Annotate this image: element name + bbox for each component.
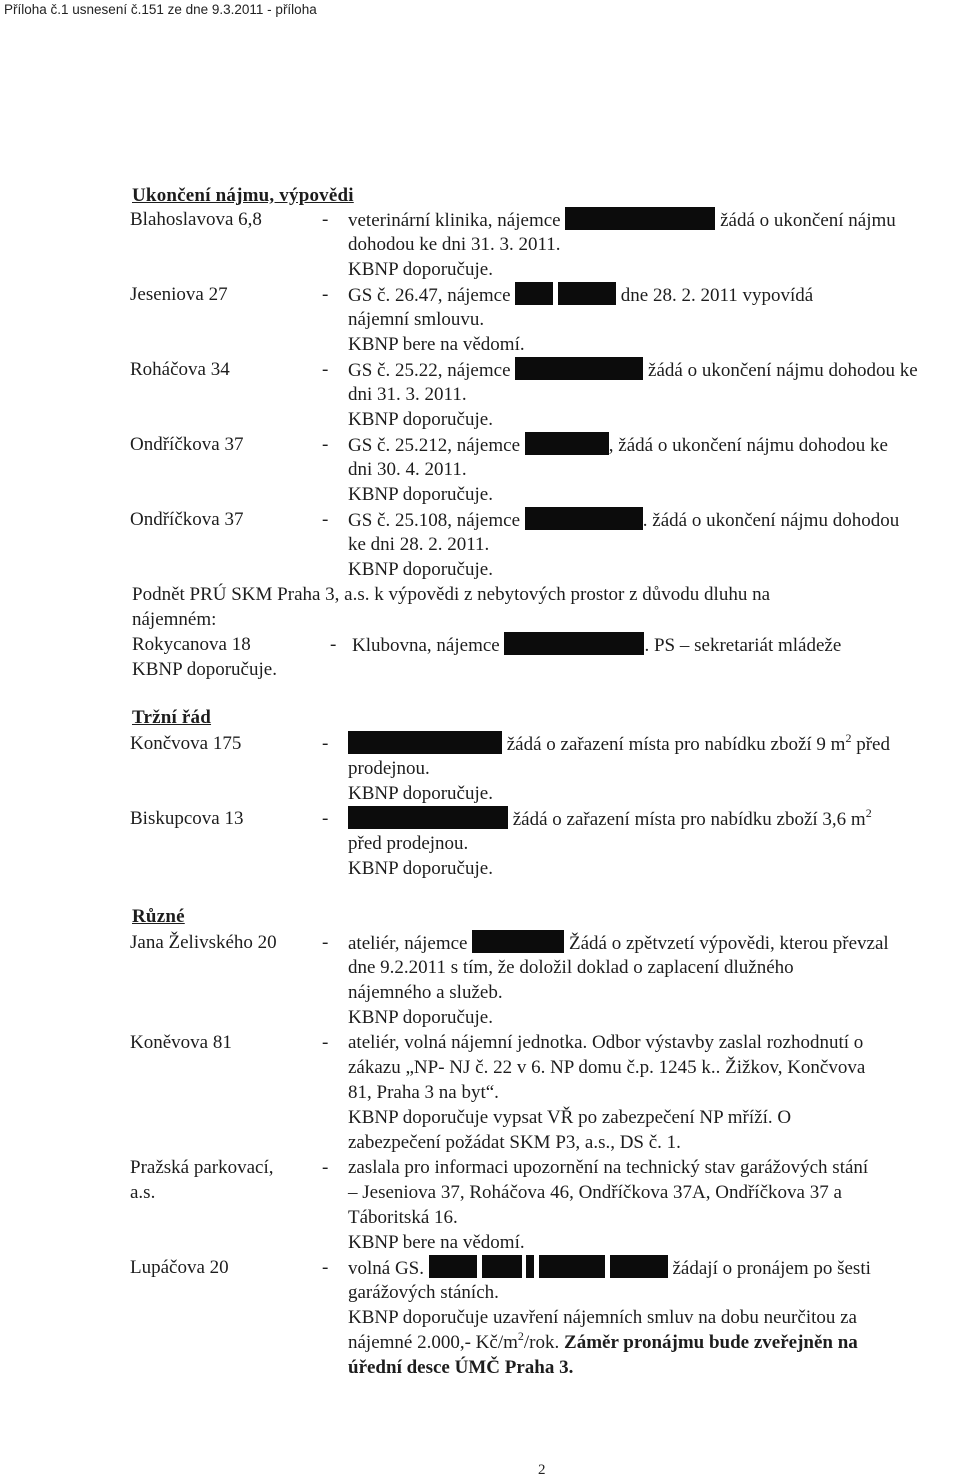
entry-line: GS č. 26.47, nájemce dne 28. 2. 2011 vypovídá [348,282,813,309]
redaction-bar [526,1255,534,1278]
redaction-bar [565,207,715,230]
location-label: Ondříčkova 37 [130,509,244,530]
entry-line: Klubovna, nájemce . PS – sekretariát mládeže [352,632,841,659]
entry-line: KBNP doporučuje. [348,484,493,505]
location-label: Lupáčova 20 [130,1257,229,1278]
entry-line: dne 9.2.2011 s tím, že doložil doklad o zaplacení dlužného [348,957,794,978]
list-dash: - [322,434,329,455]
entry-line: garážových stáních. [348,1282,499,1303]
entry-line: KBNP doporučuje. [348,259,493,280]
entry-line: před prodejnou. [348,833,469,854]
entry-line: ateliér, volná nájemní jednotka. Odbor výstavby zaslal rozhodnutí o [348,1032,864,1053]
redaction-bar [504,632,644,655]
list-dash: - [322,1157,329,1178]
redaction-bar [539,1255,605,1278]
paragraph-line: KBNP doporučuje. [132,659,277,680]
list-dash: - [322,509,329,530]
entry-line: nájemní smlouvu. [348,309,485,330]
entry-line: Táboritská 16. [348,1207,458,1228]
entry-line: žádá o zařazení místa pro nabídku zboží 3,6 $m^2$ [348,806,872,833]
entry-line: úřední desce ÚMČ Praha 3. [348,1357,574,1378]
entry-line: veterinární klinika, nájemce žádá o ukončení nájmu [348,207,896,234]
entry-line: ke dni 28. 2. 2011. [348,534,490,555]
redaction-bar [348,806,508,829]
redaction-bar [610,1255,668,1278]
list-dash: - [322,1257,329,1278]
entry-line: – Jeseniova 37, Roháčova 46, Ondříčkova 37A, Ondříčkova 37 a [348,1182,842,1203]
paragraph-line: Podnět PRÚ SKM Praha 3, a.s. k výpovědi z nebytových prostor z důvodu dluhu na [132,584,771,605]
document-header: Příloha č.1 usnesení č.151 ze dne 9.3.2011 - příloha [4,2,317,17]
entry-line: KBNP doporučuje vypsat VŘ po zabezpečení NP mříží. O [348,1107,792,1128]
entry-line: volná GS. žádají o pronájem po šesti [348,1255,871,1282]
redaction-bar [348,731,502,754]
entry-line: 81, Praha 3 na byt“. [348,1082,499,1103]
redaction-bar [429,1255,477,1278]
entry-line: zákazu „NP- NJ č. 22 v 6. NP domu č.p. 1245 k.. Žižkov, Končvova [348,1057,866,1078]
entry-line: KBNP bere na vědomí. [348,1232,525,1253]
entry-line: ateliér, nájemce Žádá o zpětvzetí výpovědi, kterou převzal [348,930,889,957]
entry-line: KBNP doporučuje. [348,858,493,879]
entry-line: KBNP doporučuje uzavření nájemních smluv na dobu neurčitou za [348,1307,857,1328]
section-heading-miscellaneous: Různé [132,906,185,927]
location-label: Rokycanova 18 [132,634,251,655]
section-heading-market-rules: Tržní řád [132,707,212,728]
page-number: 2 [538,1462,546,1478]
entry-line: zabezpečení požádat SKM P3, a.s., DS č. 1. [348,1132,681,1153]
entry-line: KBNP doporučuje. [348,783,493,804]
entry-line: nájemného a služeb. [348,982,503,1003]
entry-line: prodejnou. [348,758,430,779]
list-dash: - [322,932,329,953]
list-dash: - [322,1032,329,1053]
paragraph-line: nájemném: [132,609,217,630]
location-label: Pražská parkovací, [130,1157,274,1178]
location-label: Končvova 175 [130,733,242,754]
section-heading-termination: Ukončení nájmu, výpovědi [132,185,354,206]
entry-line: GS č. 25.22, nájemce žádá o ukončení nájmu dohodou ke [348,357,918,384]
location-label: Jeseniova 27 [130,284,228,305]
entry-line: dni 30. 4. 2011. [348,459,467,480]
redaction-bar [515,357,643,380]
redaction-bar [525,507,643,530]
location-label: Koněvova 81 [130,1032,232,1053]
entry-line: GS č. 25.108, nájemce . žádá o ukončení nájmu dohodou [348,507,899,534]
entry-line: dohodou ke dni 31. 3. 2011. [348,234,561,255]
list-dash: - [322,733,329,754]
redaction-bar [525,432,609,455]
location-label: Roháčova 34 [130,359,230,380]
redaction-bar [482,1255,522,1278]
entry-line: zaslala pro informaci upozornění na technický stav garážových stání [348,1157,869,1178]
list-dash: - [322,808,329,829]
entry-line: KBNP bere na vědomí. [348,334,525,355]
entry-line: žádá o zařazení místa pro nabídku zboží 9 $m^2$ před [348,731,890,758]
location-label: a.s. [130,1182,156,1203]
list-dash: - [322,209,329,230]
entry-line: nájemné 2.000,- $Kč/m^2$/rok. Záměr pronájmu bude zveřejněn na [348,1329,858,1353]
entry-line: KBNP doporučuje. [348,559,493,580]
entry-line: KBNP doporučuje. [348,409,493,430]
location-label: Jana Želivského 20 [130,932,277,953]
entry-line: KBNP doporučuje. [348,1007,493,1028]
entry-line: GS č. 25.212, nájemce , žádá o ukončení nájmu dohodou ke [348,432,888,459]
list-dash: - [322,359,329,380]
redaction-bar [472,930,564,953]
redaction-bar [558,282,616,305]
redaction-bar [515,282,553,305]
list-dash: - [322,284,329,305]
location-label: Blahoslavova 6,8 [130,209,262,230]
location-label: Ondříčkova 37 [130,434,244,455]
entry-line: dni 31. 3. 2011. [348,384,467,405]
location-label: Biskupcova 13 [130,808,244,829]
list-dash: - [330,634,337,655]
